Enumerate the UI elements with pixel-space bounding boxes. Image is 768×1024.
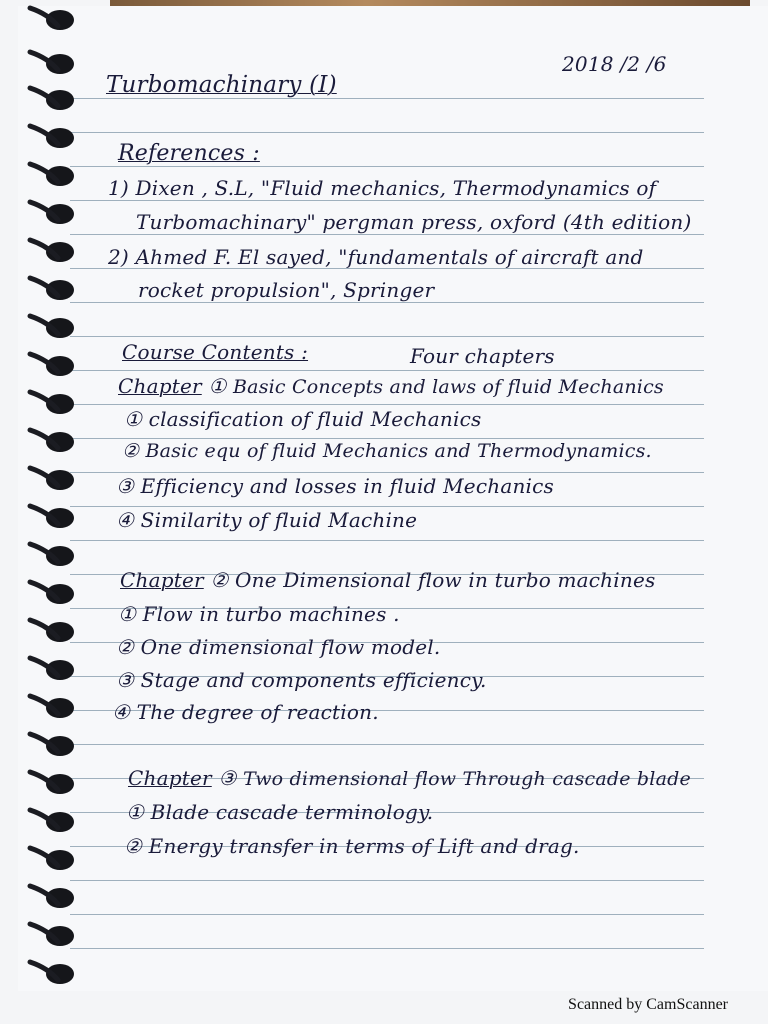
chapter-label: Chapter xyxy=(128,766,212,790)
chapter-item: ② Energy transfer in terms of Lift and drag. xyxy=(124,834,580,858)
chapter-number: ② xyxy=(210,568,229,592)
chapter-item: ① Blade cascade terminology. xyxy=(126,800,434,824)
reference-line: 2) Ahmed F. El sayed, "fundamentals of aircraft and xyxy=(108,245,644,269)
ruled-line xyxy=(70,472,704,473)
ruled-line xyxy=(70,914,704,915)
chapter-item: ③ Efficiency and losses in fluid Mechanics xyxy=(116,474,554,498)
chapter-item: ② One dimensional flow model. xyxy=(116,635,441,659)
ruled-line xyxy=(70,336,704,337)
ruled-line xyxy=(70,540,704,541)
chapter-title: One Dimensional flow in turbo machines xyxy=(235,568,656,592)
ruled-line xyxy=(70,132,704,133)
scanner-watermark: Scanned by CamScanner xyxy=(568,996,728,1013)
chapter-label: Chapter xyxy=(118,374,202,398)
ruled-line xyxy=(70,302,704,303)
chapter-number: ③ xyxy=(218,766,237,790)
chapter-item: ④ Similarity of fluid Machine xyxy=(116,508,418,532)
ruled-line xyxy=(70,98,704,99)
ruled-line xyxy=(70,200,704,201)
chapter-title: Two dimensional flow Through cascade blade xyxy=(243,768,691,790)
chapter-item: ② Basic equ of fluid Mechanics and Thermodynamics. xyxy=(122,440,652,462)
chapter-heading xyxy=(128,766,691,790)
chapter-item: ③ Stage and components efficiency. xyxy=(116,668,487,692)
spiral-binding-icon xyxy=(0,0,90,1000)
course-contents-value: Four chapters xyxy=(410,344,555,368)
chapter-heading xyxy=(118,374,664,398)
chapter-item: ④ The degree of reaction. xyxy=(112,700,379,724)
chapter-heading xyxy=(120,568,655,592)
chapter-label: Chapter xyxy=(120,568,204,592)
ruled-line xyxy=(70,166,704,167)
reference-line: rocket propulsion", Springer xyxy=(138,278,435,302)
ruled-line xyxy=(70,234,704,235)
ruled-line xyxy=(70,438,704,439)
chapter-number: ① xyxy=(208,374,227,398)
ruled-line xyxy=(70,744,704,745)
ruled-line xyxy=(70,948,704,949)
ruled-line xyxy=(70,404,704,405)
ruled-line xyxy=(70,506,704,507)
ruled-line xyxy=(70,370,704,371)
page-date: 2018 /2 /6 xyxy=(562,52,667,76)
reference-line: Turbomachinary" pergman press, oxford (4th edition) xyxy=(136,210,692,234)
ruled-line xyxy=(70,880,704,881)
reference-line: 1) Dixen , S.L, "Fluid mechanics, Thermodynamics of xyxy=(108,176,657,200)
page-title: Turbomachinary (I) xyxy=(106,72,337,98)
chapter-item: ① classification of fluid Mechanics xyxy=(124,407,482,431)
course-contents-label: Course Contents : xyxy=(122,340,309,364)
references-heading: References : xyxy=(118,141,260,166)
chapter-title: Basic Concepts and laws of fluid Mechanics xyxy=(233,376,664,398)
chapter-item: ① Flow in turbo machines . xyxy=(118,602,400,626)
